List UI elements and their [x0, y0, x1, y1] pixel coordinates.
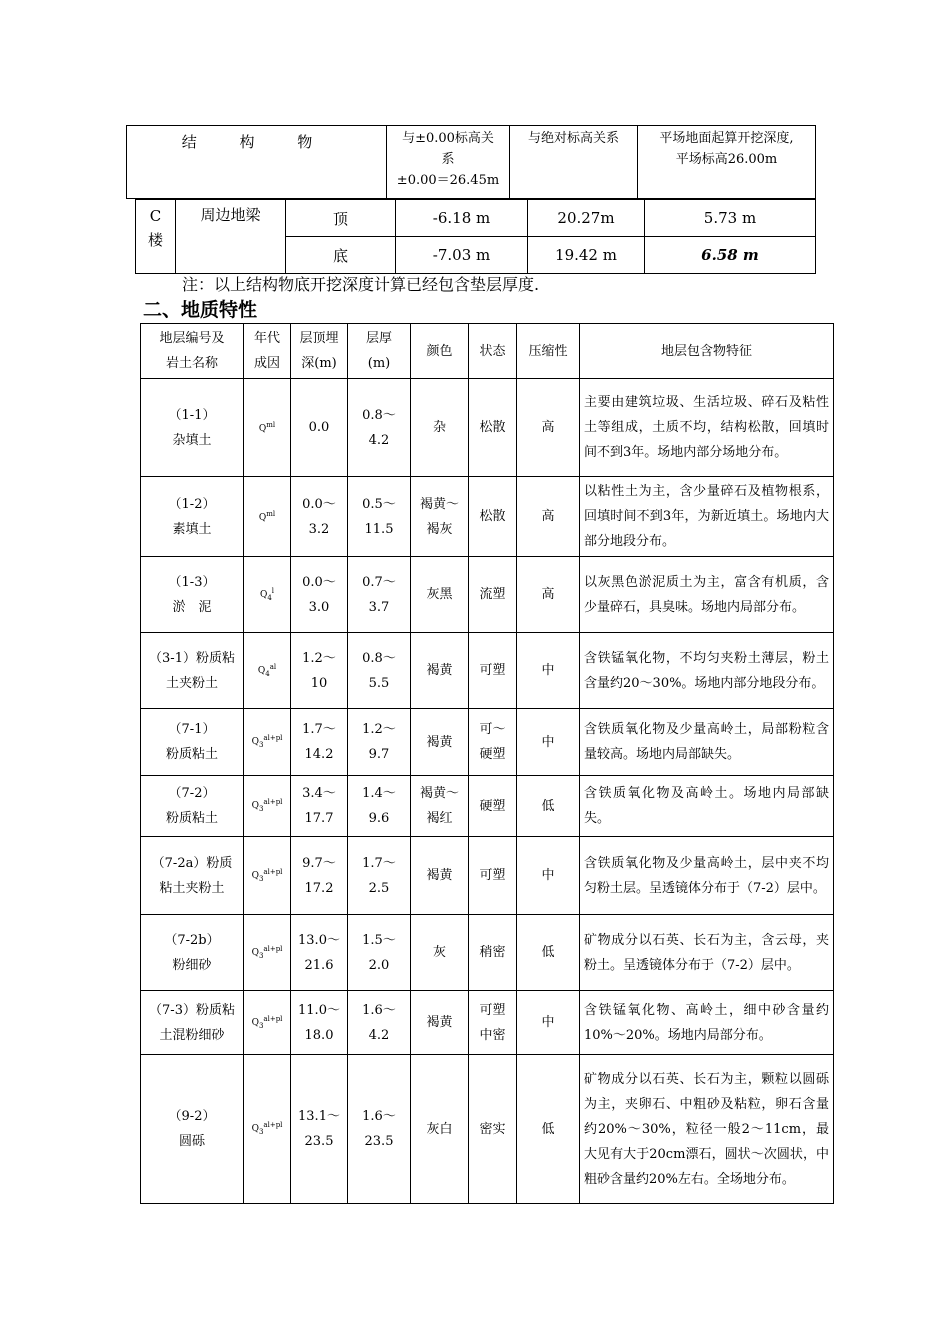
age-symbol: Q — [259, 589, 268, 600]
color-cell — [411, 709, 469, 776]
geology-table-header — [141, 324, 834, 379]
features-cell: 含铁锰氧化物、高岭土，细中砂含量约10%～20%。场地内局部分布。 — [580, 991, 834, 1055]
top-depth-cell — [291, 709, 348, 776]
age-symbol: Q — [258, 424, 267, 434]
thickness-cell-line1: 0.8～ — [362, 407, 396, 423]
excavation-note: 注：以上结构物底开挖深度计算已经包含垫层厚度. — [182, 275, 540, 294]
state-cell-line1: 稍密 — [479, 945, 506, 960]
color-cell-line1: 褐黄 — [426, 663, 453, 678]
excavation-depth-cell: 5.73 m — [645, 200, 816, 237]
thickness-cell — [348, 915, 411, 991]
age-superscript: al — [269, 662, 277, 671]
age-superscript: al+pl — [263, 944, 283, 953]
color-cell — [411, 837, 469, 915]
top-depth-cell-line1: 0.0 — [308, 420, 330, 435]
column-header — [469, 324, 517, 379]
top-depth-cell — [291, 379, 348, 477]
state-cell — [469, 1055, 517, 1204]
geology-table — [140, 323, 834, 1204]
features-cell: 以粘性土为主，含少量碎石及植物根系，回填时间不到3年，为新近填土。场地内大部分地段分布。 — [580, 477, 834, 557]
age-cell — [244, 633, 291, 709]
compressibility-cell: 高 — [517, 477, 580, 557]
state-cell-line1: 可～ — [479, 722, 506, 737]
thickness-cell-line1: 1.6～ — [362, 1002, 396, 1018]
features-cell: 含铁锰氧化物，不均匀夹粉土薄层，粉土含量约20～30%。场地内部分地段分布。 — [580, 633, 834, 709]
layer-id-cell — [141, 837, 244, 915]
relative-elevation-header — [387, 126, 510, 199]
color-cell-line1: 褐黄～ — [419, 496, 459, 512]
age-subscript: 3 — [258, 804, 264, 813]
age-cell — [244, 837, 291, 915]
top-depth-cell — [291, 557, 348, 633]
top-depth-cell — [291, 1055, 348, 1204]
thickness-cell — [348, 477, 411, 557]
color-cell-line1: 灰 — [432, 945, 446, 960]
top-depth-cell-line2: 17.2 — [304, 880, 334, 896]
state-cell — [469, 915, 517, 991]
age-superscript: al+pl — [263, 867, 283, 876]
thickness-cell — [348, 379, 411, 477]
layer-id-cell-line2: 粘土夹粉土 — [159, 880, 225, 896]
layer-id-cell-line2: 粉质粘土 — [165, 747, 218, 762]
age-cell — [244, 776, 291, 837]
top-depth-cell-line1: 13.0～ — [298, 932, 340, 948]
features-cell: 矿物成分以石英、长石为主，颗粒以圆砾为主，夹卵石、中粗砂及粘粒，卵石含量约20%～30%，粒径一般2～11cm，最大见有大于20cm漂石，圆状～次圆状，中粗砂含量约20%左右。全场地分布。 — [580, 1055, 834, 1204]
features-cell: 主要由建筑垃圾、生活垃圾、碎石及粘性土等组成，土质不均，结构松散，回填时间不到3年。场地内部分场地分布。 — [580, 379, 834, 477]
column-header — [348, 324, 411, 379]
relative-header-line1: 与±0.00标高关 — [402, 131, 494, 146]
top-depth-cell — [291, 776, 348, 837]
top-depth-cell-line1: 0.0～ — [302, 496, 336, 512]
color-cell-line2: 褐红 — [426, 811, 453, 826]
layer-id-cell-line2: 土混粉细砂 — [159, 1027, 225, 1043]
layer-id-cell — [141, 477, 244, 557]
top-depth-cell-line2: 14.2 — [304, 747, 334, 762]
column-header-line1: 地层包含物特征 — [660, 343, 752, 359]
layer-id-cell-line2: 淤 泥 — [172, 599, 212, 615]
thickness-cell-line1: 0.5～ — [362, 496, 396, 512]
position-cell: 顶 — [286, 200, 396, 237]
position-cell: 底 — [286, 237, 396, 274]
age-cell — [244, 709, 291, 776]
layer-id-cell-line1: （7-1） — [168, 722, 216, 737]
age-superscript: al+pl — [263, 798, 283, 807]
top-depth-cell-line2: 23.5 — [304, 1134, 334, 1149]
absolute-elevation-cell: 20.27m — [528, 200, 645, 237]
relative-elevation-cell: -6.18 m — [396, 200, 528, 237]
layer-id-cell-line2: 素填土 — [172, 521, 212, 537]
top-depth-cell-line1: 3.4～ — [302, 786, 336, 801]
excavation-depth-cell: 6.58 m — [645, 237, 816, 274]
column-header — [580, 324, 834, 379]
top-depth-cell — [291, 837, 348, 915]
thickness-cell — [348, 776, 411, 837]
color-cell-line2: 褐灰 — [426, 521, 453, 537]
age-symbol: Q — [251, 947, 259, 958]
state-cell — [469, 557, 517, 633]
age-symbol: Q — [258, 513, 267, 523]
age-subscript: 3 — [258, 951, 264, 960]
section-title: 二、地质特性 — [143, 299, 258, 321]
layer-id-cell-line2: 土夹粉土 — [165, 675, 218, 691]
color-cell — [411, 1055, 469, 1204]
thickness-cell-line1: 0.8～ — [362, 650, 396, 666]
layer-id-cell-line1: （3-1）粉质粘 — [149, 650, 235, 666]
state-cell — [469, 477, 517, 557]
thickness-cell-line2: 23.5 — [364, 1134, 394, 1149]
state-cell-line1: 可塑 — [479, 868, 506, 883]
table-header-row — [141, 324, 834, 379]
column-header-line2: (m) — [367, 356, 391, 371]
age-subscript: 3 — [258, 740, 264, 749]
layer-id-cell — [141, 915, 244, 991]
compressibility-cell: 中 — [517, 633, 580, 709]
color-cell-line1: 灰白 — [426, 1121, 453, 1137]
thickness-cell-line2: 4.2 — [368, 432, 390, 448]
state-cell-line2: 硬塑 — [479, 747, 506, 762]
column-header-line1: 状态 — [479, 343, 506, 359]
color-cell-line1: 褐黄～ — [419, 786, 459, 801]
column-header — [141, 324, 244, 379]
age-superscript: al+pl — [263, 1014, 283, 1023]
thickness-cell — [348, 991, 411, 1055]
age-superscript: ml — [266, 510, 276, 518]
top-depth-cell-line2: 21.6 — [304, 957, 334, 973]
color-cell — [411, 633, 469, 709]
layer-id-cell-line2: 圆砾 — [178, 1134, 205, 1149]
thickness-cell — [348, 837, 411, 915]
compressibility-cell: 高 — [517, 557, 580, 633]
column-header — [517, 324, 580, 379]
column-header-line2: 岩土名称 — [165, 356, 218, 371]
color-cell-line1: 灰黑 — [426, 587, 453, 602]
excavation-header-line1: 平场地面起算开挖深度, — [659, 131, 794, 146]
state-cell — [469, 379, 517, 477]
state-cell-line1: 可塑 — [479, 663, 506, 678]
building-line2: 楼 — [147, 231, 163, 249]
top-depth-cell-line1: 9.7～ — [302, 855, 336, 871]
features-cell: 含铁质氧化物及高岭土。场地内局部缺失。 — [580, 776, 834, 837]
top-depth-cell-line2: 10 — [310, 675, 328, 691]
age-superscript: l — [271, 586, 275, 595]
layer-id-cell-line1: （7-2b） — [164, 932, 220, 948]
age-symbol: Q — [251, 1017, 259, 1028]
table-row — [141, 379, 834, 477]
thickness-cell-line2: 4.2 — [368, 1027, 390, 1043]
column-header-line1: 颜色 — [426, 343, 453, 359]
relative-header-line2: 系 — [441, 152, 455, 167]
layer-id-cell — [141, 633, 244, 709]
column-header-line1: 压缩性 — [528, 343, 568, 359]
color-cell — [411, 991, 469, 1055]
age-subscript: 4 — [267, 593, 272, 602]
state-cell-line1: 松散 — [479, 420, 506, 435]
absolute-elevation-cell: 19.42 m — [528, 237, 645, 274]
color-cell-line1: 褐黄 — [426, 734, 453, 750]
table-row — [141, 915, 834, 991]
age-symbol: Q — [251, 1124, 259, 1135]
building-cell — [136, 200, 176, 274]
table-row — [141, 837, 834, 915]
table-row — [141, 1055, 834, 1204]
state-cell-line1: 松散 — [479, 509, 506, 524]
thickness-cell-line1: 1.6～ — [362, 1109, 396, 1124]
color-cell — [411, 557, 469, 633]
layer-id-cell-line1: （9-2） — [168, 1109, 216, 1124]
layer-id-cell — [141, 776, 244, 837]
color-cell-line1: 杂 — [432, 420, 446, 435]
color-cell — [411, 379, 469, 477]
column-header-line1: 层顶埋 — [299, 331, 339, 346]
age-cell — [244, 477, 291, 557]
features-cell: 以灰黑色淤泥质土为主，富含有机质，含少量碎石，具臭味。场地内局部分布。 — [580, 557, 834, 633]
age-symbol: Q — [251, 801, 259, 812]
layer-id-cell-line2: 杂填土 — [172, 432, 212, 448]
table-row — [141, 709, 834, 776]
state-cell — [469, 991, 517, 1055]
top-depth-cell-line1: 1.7～ — [302, 722, 336, 737]
column-header — [291, 324, 348, 379]
structure-c-table — [135, 199, 816, 274]
thickness-cell-line2: 11.5 — [364, 521, 394, 537]
compressibility-cell: 中 — [517, 991, 580, 1055]
color-cell — [411, 776, 469, 837]
layer-id-cell-line1: （1-2） — [168, 496, 216, 512]
table-row — [141, 477, 834, 557]
age-subscript: 4 — [265, 669, 270, 678]
layer-id-cell — [141, 991, 244, 1055]
table-row — [141, 991, 834, 1055]
age-superscript: al+pl — [263, 1121, 283, 1130]
excavation-depth-header — [638, 126, 816, 199]
table-row — [141, 557, 834, 633]
thickness-cell — [348, 709, 411, 776]
layer-id-cell-line1: （1-3） — [168, 574, 216, 590]
color-cell — [411, 915, 469, 991]
thickness-cell-line1: 0.7～ — [362, 574, 396, 590]
layer-id-cell — [141, 709, 244, 776]
features-cell: 含铁质氧化物及少量高岭土，局部粉粒含量较高。场地内局部缺失。 — [580, 709, 834, 776]
compressibility-cell: 中 — [517, 837, 580, 915]
compressibility-cell: 低 — [517, 1055, 580, 1204]
thickness-cell — [348, 1055, 411, 1204]
table-row — [141, 633, 834, 709]
top-depth-cell-line2: 3.0 — [308, 599, 330, 615]
state-cell — [469, 709, 517, 776]
thickness-cell — [348, 633, 411, 709]
state-cell — [469, 633, 517, 709]
column-header-line1: 年代 — [253, 331, 280, 346]
age-symbol: Q — [251, 737, 259, 748]
top-depth-cell-line2: 18.0 — [304, 1027, 334, 1043]
relative-elevation-cell: -7.03 m — [396, 237, 528, 274]
top-depth-cell — [291, 633, 348, 709]
layer-id-cell-line1: （1-1） — [168, 407, 216, 423]
top-depth-cell-line1: 0.0～ — [302, 574, 336, 590]
layer-id-cell — [141, 1055, 244, 1204]
thickness-cell-line2: 9.7 — [368, 747, 390, 762]
structure-header-table — [126, 125, 816, 199]
compressibility-cell: 中 — [517, 709, 580, 776]
age-subscript: 3 — [258, 1127, 264, 1136]
top-depth-cell-line1: 11.0～ — [298, 1002, 340, 1018]
state-cell-line1: 可塑 — [479, 1002, 506, 1018]
relative-header-line3: ±0.00＝26.45m — [396, 173, 500, 188]
compressibility-cell: 高 — [517, 379, 580, 477]
top-depth-cell-line1: 13.1～ — [298, 1109, 340, 1124]
compressibility-cell: 低 — [517, 776, 580, 837]
age-cell — [244, 915, 291, 991]
thickness-cell-line1: 1.4～ — [362, 786, 396, 801]
column-header — [244, 324, 291, 379]
age-cell — [244, 557, 291, 633]
top-depth-cell — [291, 477, 348, 557]
state-cell-line1: 密实 — [479, 1121, 506, 1137]
top-depth-cell-line2: 17.7 — [304, 811, 334, 826]
age-subscript: 3 — [258, 1021, 264, 1030]
color-cell-line1: 褐黄 — [426, 1015, 453, 1030]
features-cell: 矿物成分以石英、长石为主，含云母，夹粉土。呈透镜体分布于（7-2）层中。 — [580, 915, 834, 991]
age-cell — [244, 1055, 291, 1204]
absolute-elevation-header: 与绝对标高关系 — [510, 126, 638, 199]
layer-id-cell-line2: 粉质粘土 — [165, 811, 218, 826]
age-cell — [244, 379, 291, 477]
thickness-cell — [348, 557, 411, 633]
layer-id-cell-line1: （7-2） — [168, 786, 216, 801]
column-header-line2: 深(m) — [301, 356, 337, 371]
excavation-header-line2: 平场标高26.00m — [675, 152, 778, 167]
thickness-cell-line2: 3.7 — [368, 599, 390, 615]
age-symbol: Q — [251, 870, 259, 881]
top-depth-cell-line2: 3.2 — [308, 521, 330, 537]
color-cell-line1: 褐黄 — [426, 868, 453, 883]
column-header-line2: 成因 — [253, 356, 280, 371]
column-header-line1: 地层编号及 — [159, 331, 225, 346]
features-cell: 含铁质氧化物及少量高岭土，层中夹不均匀粉土层。呈透镜体分布于（7-2）层中。 — [580, 837, 834, 915]
age-superscript: al+pl — [263, 734, 283, 743]
layer-id-cell-line1: （7-3）粉质粘 — [149, 1002, 235, 1018]
top-depth-cell-line1: 1.2～ — [302, 650, 336, 666]
compressibility-cell: 低 — [517, 915, 580, 991]
member-cell: 周边地梁 — [176, 200, 286, 274]
thickness-cell-line2: 2.5 — [368, 880, 390, 896]
age-cell — [244, 991, 291, 1055]
thickness-cell-line2: 9.6 — [368, 811, 390, 826]
layer-id-cell — [141, 557, 244, 633]
age-symbol: Q — [257, 665, 266, 676]
state-cell-line2: 中密 — [479, 1027, 506, 1043]
thickness-cell-line2: 2.0 — [368, 957, 390, 973]
state-cell — [469, 837, 517, 915]
thickness-cell-line2: 5.5 — [368, 675, 390, 691]
table-row — [141, 776, 834, 837]
structure-header: 结 构 物 — [127, 126, 387, 199]
top-depth-cell — [291, 991, 348, 1055]
color-cell — [411, 477, 469, 557]
thickness-cell-line1: 1.7～ — [362, 855, 396, 871]
state-cell-line1: 硬塑 — [479, 798, 506, 814]
age-superscript: ml — [266, 421, 276, 429]
top-depth-cell — [291, 915, 348, 991]
building-line1: C — [149, 207, 162, 225]
layer-id-cell-line2: 粉细砂 — [172, 957, 212, 973]
thickness-cell-line1: 1.2～ — [362, 722, 396, 737]
geology-table-body — [141, 379, 834, 1204]
state-cell-line1: 流塑 — [479, 587, 506, 602]
layer-id-cell — [141, 379, 244, 477]
state-cell — [469, 776, 517, 837]
column-header-line1: 层厚 — [365, 331, 392, 346]
thickness-cell-line1: 1.5～ — [362, 932, 396, 948]
table-row — [136, 200, 816, 237]
column-header — [411, 324, 469, 379]
layer-id-cell-line1: （7-2a）粉质 — [151, 855, 233, 871]
age-subscript: 3 — [258, 874, 264, 883]
